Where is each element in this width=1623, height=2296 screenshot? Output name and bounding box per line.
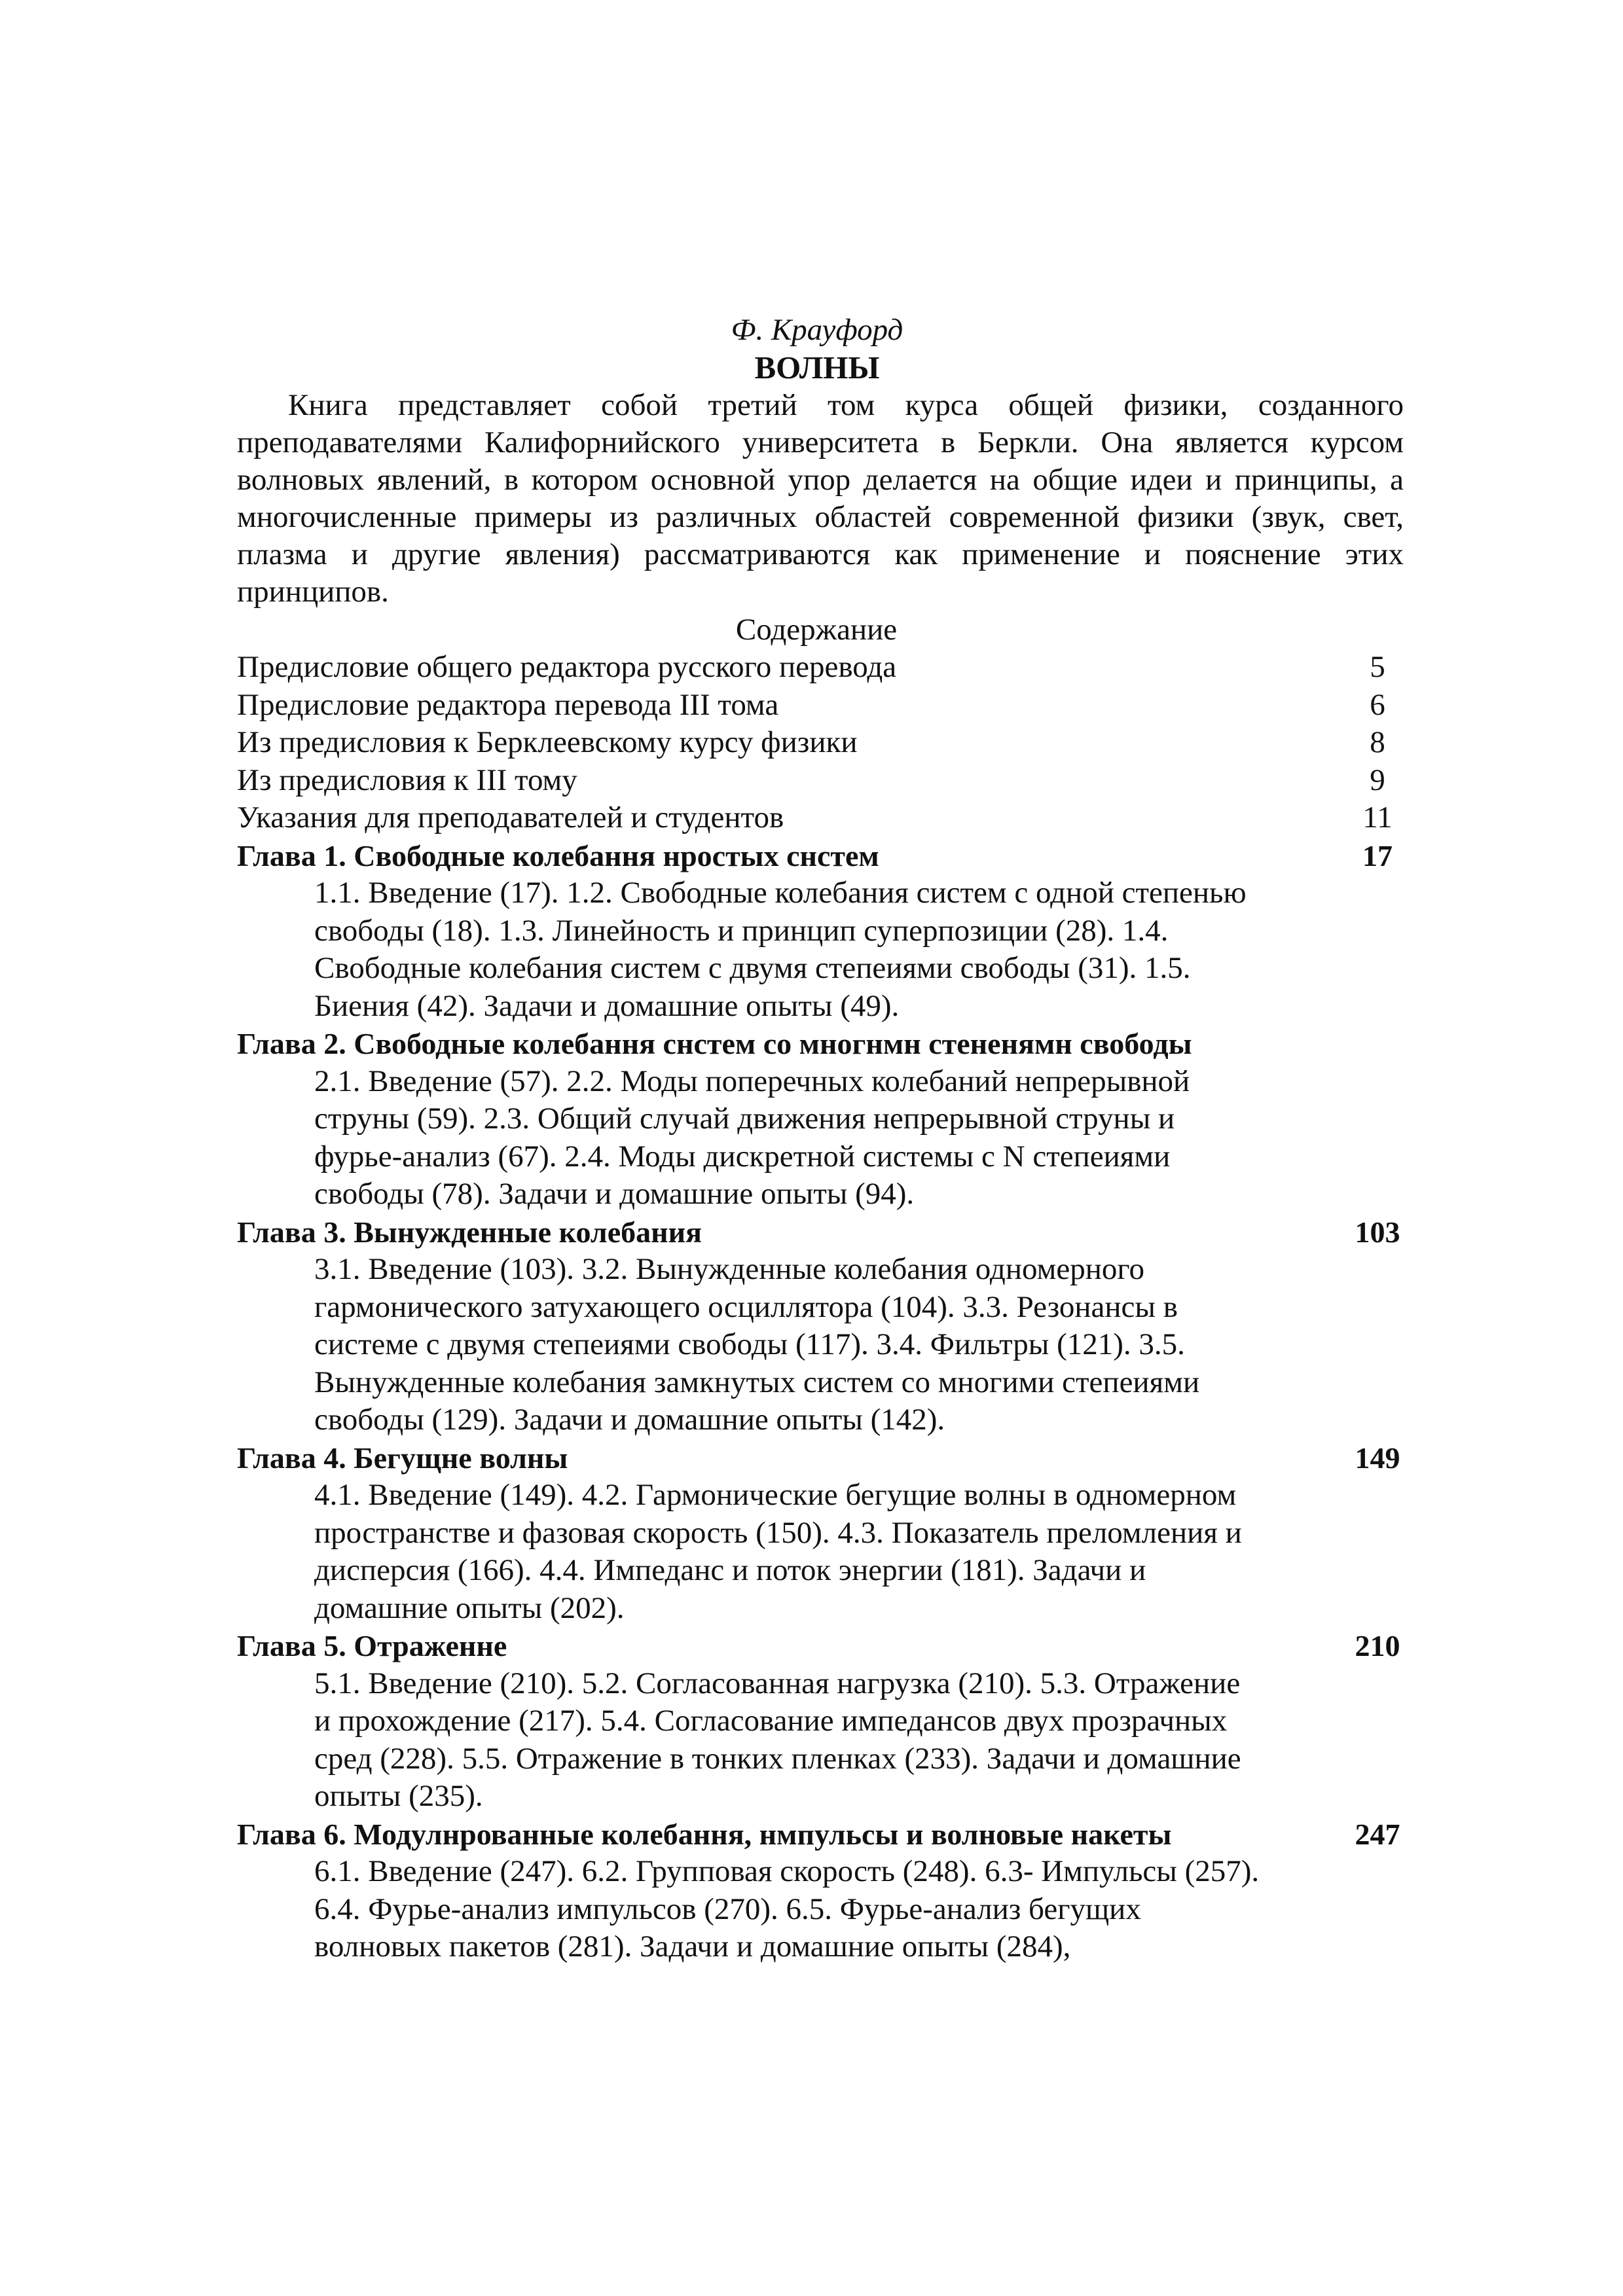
section-line: и прохождение (217). 5.4. Согласование импедансов двух прозрачных	[314, 1704, 1228, 1738]
toc-entry-page: 5	[1370, 650, 1385, 684]
section-line: свободы (78). Задачи и домашние опыты (94).	[314, 1177, 915, 1211]
toc-entry-instructions	[237, 799, 1404, 837]
chapter-4-sections	[237, 1477, 1316, 1627]
chapter-6-sections	[237, 1853, 1316, 1966]
toc-entry-label: Указания для преподавателей и студентов	[237, 800, 784, 834]
chapter-page: 103	[1355, 1215, 1400, 1249]
toc-heading: Содержание	[735, 613, 898, 647]
section-line: домашние опыты (202).	[314, 1590, 625, 1625]
section-line: струны (59). 2.3. Общий случай движения непрерывной струны и	[314, 1102, 1175, 1136]
toc-chapter-1	[237, 837, 1404, 875]
chapter-2-sections	[237, 1063, 1316, 1213]
toc-entry-preface-general-editor	[237, 649, 1404, 687]
toc-entry-page: 8	[1370, 725, 1385, 759]
chapter-5-sections	[237, 1665, 1316, 1816]
section-line: фурье-анализ (67). 2.4. Моды дискретной системы с N степеиями	[314, 1139, 1171, 1174]
chapter-1-sections	[237, 874, 1316, 1025]
chapter-title: Глава 1. Свободные колебання нростых снстем	[237, 838, 879, 872]
toc-chapter-2	[237, 1025, 1404, 1063]
section-line: пространстве и фазовая скорость (150). 4.3. Показатель преломления и	[314, 1515, 1242, 1550]
toc-entry-page: 6	[1370, 687, 1385, 722]
chapter-page: 247	[1355, 1817, 1400, 1851]
toc-entry-volume-preface	[237, 762, 1404, 800]
section-line: волновых пакетов (281). Задачи и домашние опыты (284),	[314, 1929, 1071, 1964]
book-title: ВОЛНЫ	[754, 350, 880, 386]
chapter-title: Глава 5. Отраженне	[237, 1629, 507, 1662]
section-line: Вынужденные колебания замкнутых систем со многими степеиями	[314, 1365, 1200, 1399]
chapter-3-sections	[237, 1251, 1316, 1439]
toc-entry-label: Предисловие редактора перевода III тома	[237, 687, 779, 722]
section-line: 3.1. Введение (103). 3.2. Вынужденные колебания одномерного	[314, 1252, 1144, 1286]
book-abstract: Книга представляет собой третий том курса общей физики, созданного преподавателями Калифорнийского университета в Беркли. Она является курсом волновых явлений, в котором основной упор делается на общие идеи и принципы, а многочисленные примеры из различных областей современной физики (звук, свет, плазма и другие явления) рассматриваются как применение и пояснение этих принципов.	[237, 388, 1404, 609]
chapter-page: 149	[1355, 1441, 1400, 1475]
chapter-title: Глава 3. Вынужденные колебания	[237, 1215, 702, 1249]
author-name: Ф. Крауфорд	[731, 313, 903, 347]
section-line: опыты (235).	[314, 1779, 483, 1813]
toc-entry-label: Из предисловия к Берклеевскому курсу физики	[237, 725, 858, 759]
chapter-title: Глава 4. Бегущне волны	[237, 1441, 568, 1475]
section-line: 4.1. Введение (149). 4.2. Гармонические бегущие волны в одномерном	[314, 1478, 1237, 1512]
toc-chapter-5	[237, 1627, 1404, 1665]
toc-entry-berkeley-preface	[237, 724, 1404, 762]
chapter-title: Глава 2. Свободные колебання снстем со многнмн стененямн свободы	[237, 1027, 1192, 1060]
toc-entry-preface-volume-editor	[237, 687, 1404, 725]
section-line: Свободные колебания систем с двумя степеиями свободы (31). 1.5.	[314, 951, 1191, 985]
chapter-title: Глава 6. Модулнрованные колебання, нмпульсы и волновые накеты	[237, 1817, 1172, 1851]
table-of-contents	[237, 649, 1404, 1966]
toc-entry-page: 9	[1370, 762, 1385, 797]
toc-entry-page: 11	[1362, 800, 1393, 834]
section-line: гармонического затухающего осциллятора (104). 3.3. Резонансы в	[314, 1289, 1178, 1324]
chapter-page: 17	[1362, 838, 1393, 872]
toc-chapter-4	[237, 1439, 1404, 1477]
toc-chapter-6	[237, 1816, 1404, 1854]
document-page	[237, 311, 1404, 1966]
section-line: свободы (18). 1.3. Линейность и принцип суперпозиции (28). 1.4.	[314, 913, 1169, 948]
section-line: 5.1. Введение (210). 5.2. Согласованная нагрузка (210). 5.3. Отражение	[314, 1666, 1241, 1700]
section-line: свободы (129). Задачи и домашние опыты (142).	[314, 1403, 945, 1437]
section-line: 6.1. Введение (247). 6.2. Групповая скорость (248). 6.3- Импульсы (257).	[314, 1854, 1260, 1888]
section-line: 2.1. Введение (57). 2.2. Моды поперечных колебаний непрерывной	[314, 1064, 1190, 1098]
section-line: дисперсия (166). 4.4. Импеданс и поток энергии (181). Задачи и	[314, 1553, 1146, 1587]
toc-entry-label: Предисловие общего редактора русского перевода	[237, 650, 897, 684]
chapter-page: 210	[1355, 1629, 1400, 1662]
toc-chapter-3	[237, 1213, 1404, 1251]
section-line: Биения (42). Задачи и домашние опыты (49).	[314, 988, 900, 1023]
section-line: 1.1. Введение (17). 1.2. Свободные колебания систем с одной степенью	[314, 876, 1247, 910]
section-line: сред (228). 5.5. Отражение в тонких пленках (233). Задачи и домашние	[314, 1741, 1241, 1776]
toc-entry-label: Из предисловия к III тому	[237, 762, 577, 797]
section-line: системе с двумя степеиями свободы (117). 3.4. Фильтры (121). 3.5.	[314, 1327, 1185, 1361]
section-line: 6.4. Фурье-анализ импульсов (270). 6.5. Фурье-анализ бегущих	[314, 1892, 1141, 1926]
